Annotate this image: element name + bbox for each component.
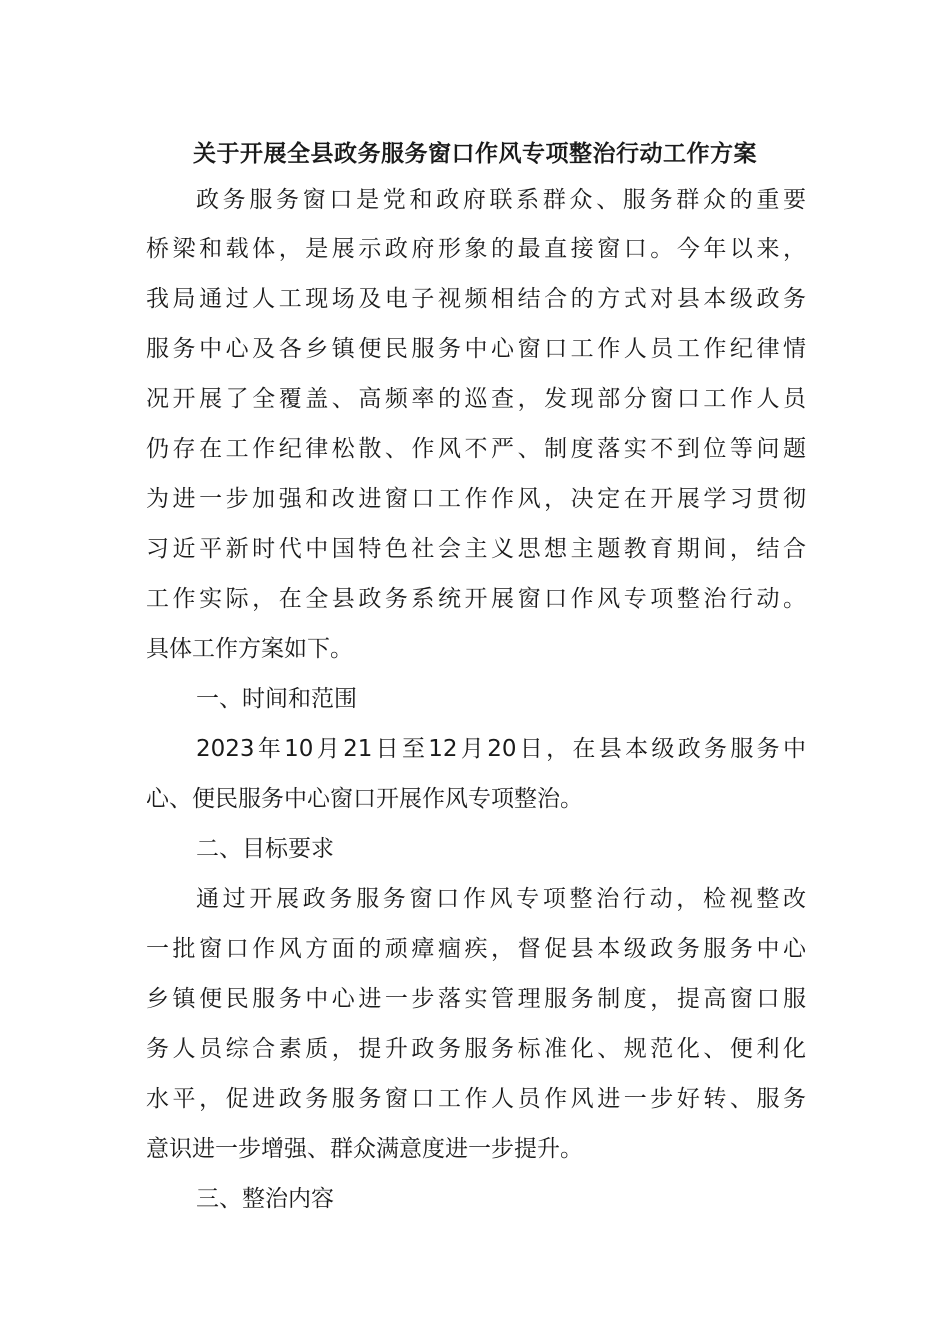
paragraph-line: 意识进一步增强、群众满意度进一步提升。 [146,1136,583,1162]
paragraph-line: 具体工作方案如下。 [146,636,353,662]
section-heading: 一、时间和范围 [196,686,357,712]
paragraph-line: 况开展了全覆盖、高频率的巡查，发现部分窗口工作人员 [146,386,806,412]
section-heading: 二、目标要求 [196,836,334,862]
paragraph-line: 通过开展政务服务窗口作风专项整治行动，检视整改 [196,886,806,912]
paragraph-line: 我局通过人工现场及电子视频相结合的方式对县本级政务 [146,286,806,312]
document-title: 关于开展全县政务服务窗口作风专项整治行动工作方案 [193,141,757,167]
paragraph-line: 习近平新时代中国特色社会主义思想主题教育期间，结合 [146,536,806,562]
paragraph-line: 政务服务窗口是党和政府联系群众、服务群众的重要 [196,187,806,213]
paragraph-line: 2023年10月21日至12月20日，在县本级政务服务中 [196,736,806,762]
paragraph-line: 乡镇便民服务中心进一步落实管理服务制度，提高窗口服 [146,986,806,1012]
paragraph-line: 工作实际，在全县政务系统开展窗口作风专项整治行动。 [146,586,806,612]
section-heading: 三、整治内容 [196,1186,334,1212]
paragraph-line: 心、便民服务中心窗口开展作风专项整治。 [146,786,583,812]
paragraph-line: 务人员综合素质，提升政务服务标准化、规范化、便利化 [146,1036,806,1062]
paragraph-line: 服务中心及各乡镇便民服务中心窗口工作人员工作纪律情 [146,336,806,362]
paragraph-line: 仍存在工作纪律松散、作风不严、制度落实不到位等问题 [146,436,806,462]
paragraph-line: 水平，促进政务服务窗口工作人员作风进一步好转、服务 [146,1086,806,1112]
paragraph-line: 桥梁和载体，是展示政府形象的最直接窗口。今年以来， [146,236,806,262]
paragraph-line: 一批窗口作风方面的顽瘴痼疾，督促县本级政务服务中心 [146,936,806,962]
paragraph-line: 为进一步加强和改进窗口工作作风，决定在开展学习贯彻 [146,486,806,512]
